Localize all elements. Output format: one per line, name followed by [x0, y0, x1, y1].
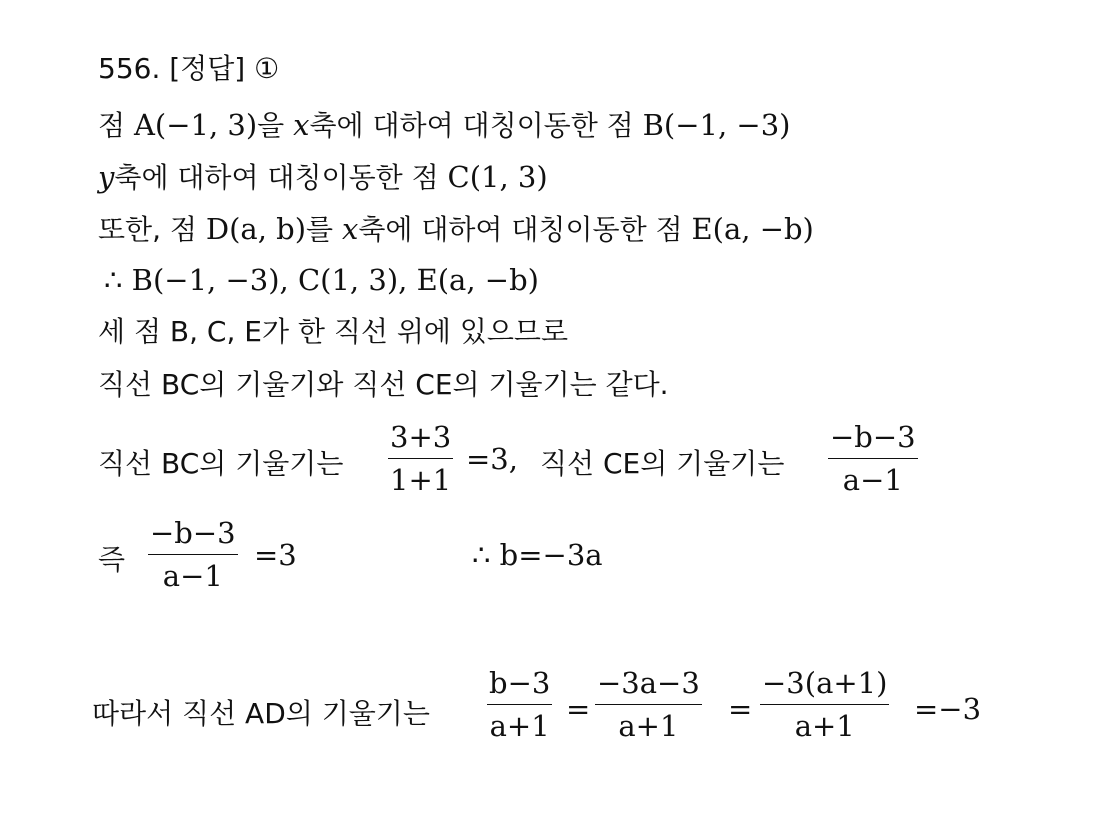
denominator: 1+1: [390, 463, 452, 497]
solution-line-6: 직선 BC의 기울기와 직선 CE의 기울기는 같다.: [98, 368, 669, 401]
fraction-slope-ce: [828, 420, 918, 497]
slope-ad-label: 따라서 직선 AD의 기울기는: [92, 697, 430, 730]
point-d: D(a, b): [205, 212, 307, 246]
solution-line-4: [104, 263, 539, 298]
text: 를: [306, 213, 342, 246]
point-a: A(−1, 3): [133, 108, 258, 142]
slope-bc-label: 직선 BC의 기울기는: [98, 447, 344, 480]
denominator: a−1: [842, 463, 903, 497]
equals: =: [728, 692, 753, 726]
text: 점: [98, 109, 134, 142]
fraction-ad-2: [595, 666, 702, 743]
point-b: B(−1, −3): [642, 108, 791, 142]
equation-result: =3: [254, 538, 297, 572]
denominator: a+1: [489, 709, 550, 743]
variable-x: x: [293, 108, 310, 142]
text: 축에 대하여 대칭이동한 점: [114, 161, 448, 194]
point-e: E(a, −b): [691, 212, 814, 246]
therefore-points: ∴ B(−1, −3), C(1, 3), E(a, −b): [104, 263, 539, 297]
denominator: a+1: [618, 709, 679, 743]
equals: =: [566, 692, 591, 726]
solution-line-2: [98, 160, 548, 195]
variable-x: x: [341, 212, 359, 246]
therefore-label: 즉: [98, 543, 126, 576]
text: 또한, 점: [98, 213, 206, 246]
fraction-equation: [148, 516, 238, 593]
numerator: −3(a+1): [760, 666, 889, 705]
solution-line-5: 세 점 B, C, E가 한 직선 위에 있으므로: [98, 315, 569, 348]
slope-bc-result: =3,: [466, 442, 518, 476]
numerator: −b−3: [148, 516, 238, 555]
b-result: ∴ b=−3a: [472, 538, 603, 572]
problem-heading: 556. [정답] ①: [98, 52, 280, 85]
fraction-slope-bc: [388, 420, 453, 497]
point-c: C(1, 3): [447, 160, 548, 194]
fraction-ad-1: [487, 666, 552, 743]
text: 축에 대하여 대칭이동한 점: [358, 213, 692, 246]
fraction-ad-3: [760, 666, 889, 743]
numerator: b−3: [487, 666, 552, 705]
denominator: a−1: [162, 559, 223, 593]
denominator: a+1: [794, 709, 855, 743]
solution-line-1: [98, 108, 791, 143]
numerator: −b−3: [828, 420, 918, 459]
slope-ad-result: =−3: [914, 692, 982, 726]
numerator: 3+3: [388, 420, 453, 459]
numerator: −3a−3: [595, 666, 702, 705]
variable-y: y: [98, 160, 115, 194]
solution-line-3: [98, 212, 814, 247]
text: 축에 대하여 대칭이동한 점: [309, 109, 643, 142]
text: 을: [257, 109, 294, 142]
slope-ce-label: 직선 CE의 기울기는: [540, 447, 785, 480]
